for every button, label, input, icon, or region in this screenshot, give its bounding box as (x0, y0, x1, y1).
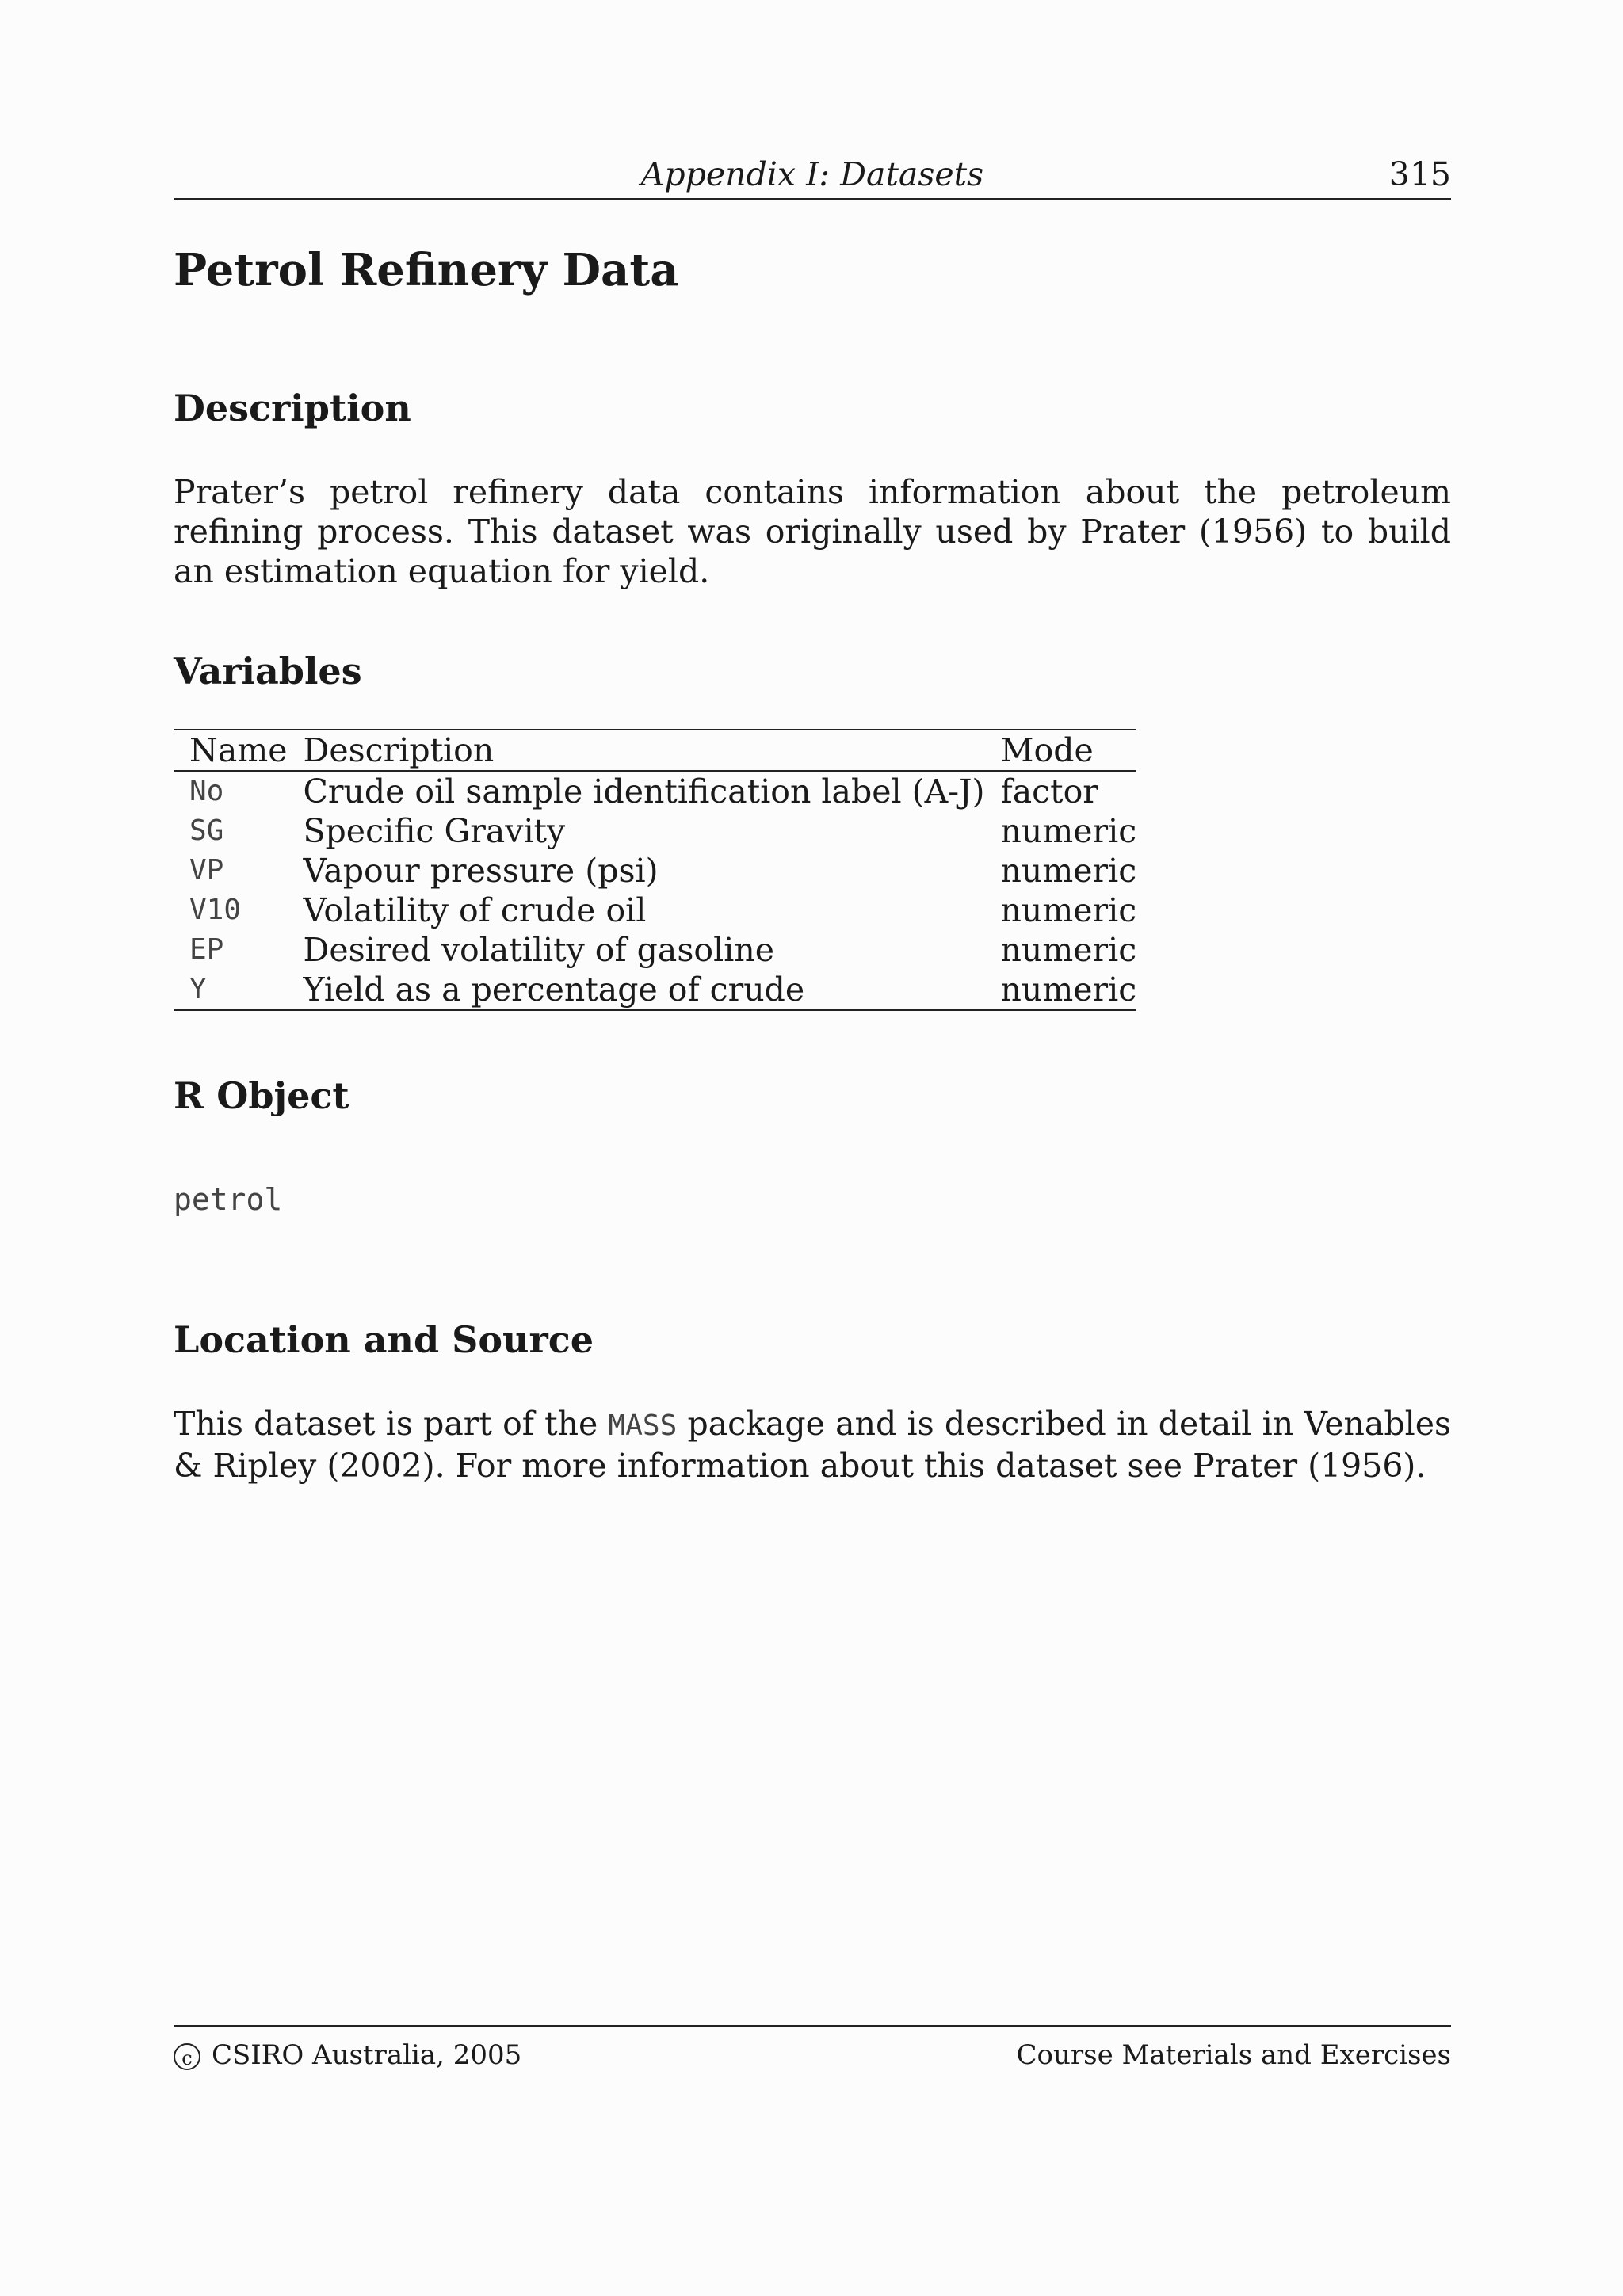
variable-name: Y (189, 973, 207, 1005)
variable-mode: numeric (1000, 971, 1137, 1009)
footer-copyright (174, 2039, 521, 2071)
variable-name: VP (189, 854, 224, 887)
page-title: Petrol Refinery Data (174, 244, 679, 296)
variable-name: No (189, 775, 224, 807)
footer-left-text: CSIRO Australia, 2005 (212, 2039, 522, 2071)
variable-description: Specific Gravity (303, 812, 566, 850)
variables-heading: Variables (174, 650, 362, 692)
footer-right-text: Course Materials and Exercises (1016, 2039, 1451, 2071)
column-header: Name (189, 731, 288, 769)
variable-description: Desired volatility of gasoline (303, 931, 774, 969)
table-row (174, 851, 1136, 891)
copyright-icon: c (174, 2043, 200, 2070)
variables-table (174, 729, 1136, 1011)
table-row (174, 771, 1136, 811)
variable-description: Crude oil sample identification label (A-J) (303, 772, 985, 810)
description-text: Prater’s petrol refinery data contains information about the petroleum refining process. This dataset was originally used by Prater (1956) to build an estimation equation for yield. (174, 473, 1451, 590)
variable-mode: factor (1000, 772, 1098, 810)
table-header-row (174, 730, 1136, 771)
footer (174, 2025, 1451, 2082)
running-head (174, 151, 1451, 200)
location-text-after: package and is described in detail in Venables & Ripley (2002). For more information about this dataset see Prater (1956). (174, 1405, 1451, 1485)
column-header: Mode (1000, 731, 1094, 769)
location-heading: Location and Source (174, 1318, 594, 1361)
variable-mode: numeric (1000, 931, 1137, 969)
r-object-value: petrol (174, 1182, 283, 1217)
variable-name: V10 (189, 894, 242, 926)
variable-description: Yield as a percentage of crude (303, 971, 805, 1009)
table-row (174, 811, 1136, 851)
variable-name: SG (189, 814, 224, 847)
location-text (174, 1404, 1451, 1486)
variable-description: Volatility of crude oil (303, 891, 647, 929)
variable-mode: numeric (1000, 852, 1137, 890)
r-object-heading: R Object (174, 1074, 349, 1117)
column-header: Description (303, 731, 495, 769)
variable-name: EP (189, 933, 224, 966)
table-row (174, 970, 1136, 1010)
variable-mode: numeric (1000, 812, 1137, 850)
description-heading: Description (174, 387, 411, 429)
package-name: MASS (608, 1409, 678, 1442)
table-row (174, 930, 1136, 970)
table-row (174, 891, 1136, 930)
variable-description: Vapour pressure (psi) (303, 852, 659, 890)
variable-mode: numeric (1000, 891, 1137, 929)
page-number: 315 (1388, 155, 1451, 193)
location-text-before: This dataset is part of the (174, 1405, 609, 1443)
running-title: Appendix I: Datasets (640, 155, 984, 193)
